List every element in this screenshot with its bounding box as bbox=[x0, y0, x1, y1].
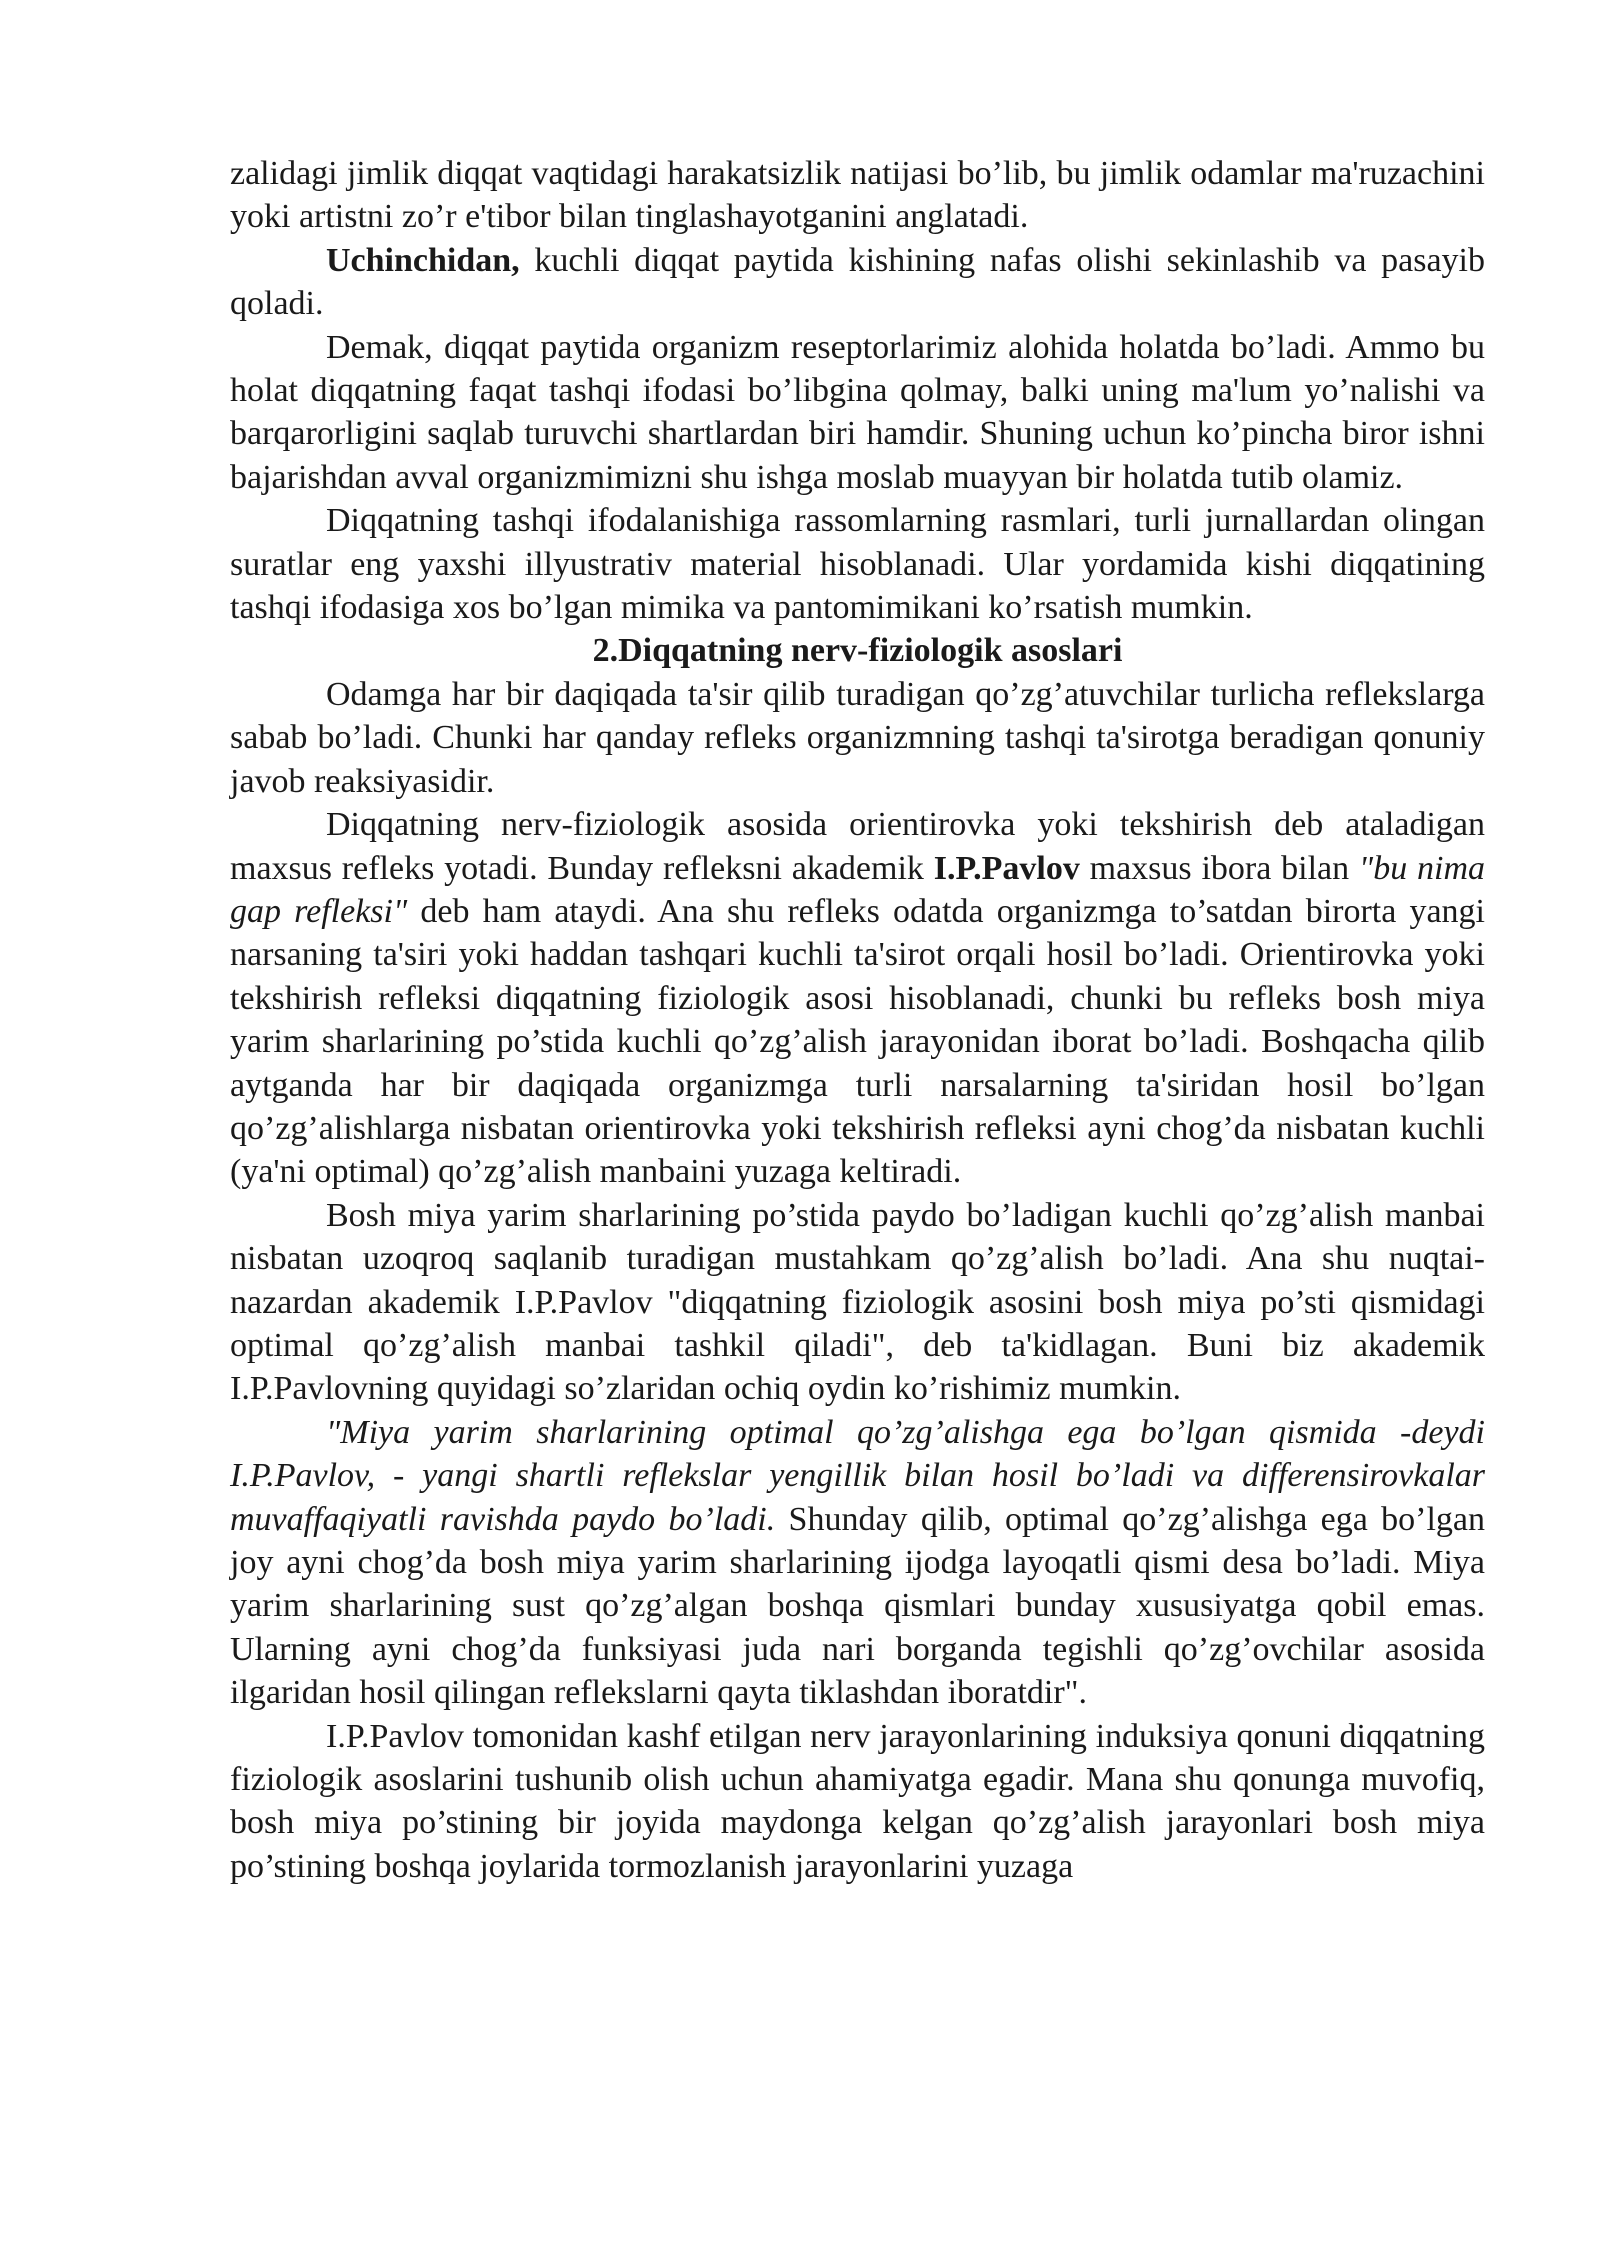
text-run: maxsus ibora bilan bbox=[1079, 849, 1359, 887]
text-run: Diqqatning tashqi ifodalanishiga rassomlarning rasmlari, turli jurnallardan olingan suratlar eng yaxshi illyustrativ material hisoblanadi. Ular yordamida kishi diqqatining tashqi ifodasiga xos bo’lgan mimika va pantomimikani ko’rsatish mumkin. bbox=[230, 502, 1485, 627]
italic-text-run: "bu nima gap refleksi" bbox=[230, 849, 1486, 930]
bold-text-run: Uchinchidan, bbox=[326, 241, 520, 279]
paragraph bbox=[230, 326, 1485, 500]
text-run: Diqqatning nerv-fiziologik asosida orientirovka yoki tekshirish deb ataladigan maxsus refleks yotadi. Bunday refleksni akademik bbox=[230, 806, 1485, 887]
paragraph bbox=[230, 1194, 1485, 1411]
text-run: Odamga har bir daqiqada ta'sir qilib turadigan qo’zg’atuvchilar turlicha reflekslarga sabab bo’ladi. Chunki har qanday refleks organizmning tashqi ta'sirotga beradigan qonuniy javob reaksiyasidir. bbox=[230, 675, 1485, 800]
bold-text-run: 2.Diqqatning nerv-fiziologik asoslari bbox=[592, 632, 1123, 670]
text-run: I.P.Pavlov tomonidan kashf etilgan nerv jarayonlarining induksiya qonuni diqqatning fiziologik asoslarini tushunib olish uchun ahamiyatga egadir. Mana shu qonunga muvofiq, bosh miya po’stining bir joyida maydonga kelgan qo’zg’alish jarayonlari bosh miya po’stining boshqa joylarida tormozlanish jarayonlarini yuzaga bbox=[230, 1717, 1485, 1885]
paragraph bbox=[230, 673, 1485, 803]
text-run: Demak, diqqat paytida organizm reseptorlarimiz alohida holatda bo’ladi. Ammo bu holat diqqatning faqat tashqi ifodasi bo’libgina qolmay, balki uning ma'lum yo’nalishi va barqarorligini saqlab turuvchi shartlardan biri hamdir. Shuning uchun ko’pincha biror ishni bajarishdan avval organizmimizni shu ishga moslab muayyan bir holatda tutib olamiz. bbox=[230, 328, 1485, 496]
text-run: kuchli diqqat paytida kishining nafas olishi sekinlashib va pasayib qoladi. bbox=[230, 241, 1485, 323]
italic-text-run: "Miya yarim sharlarining optimal qo’zg’alishga ega bo’lgan qismida -deydi I.P.Pavlov, - yangi shartli reflekslar yengillik bilan hosil bo’ladi va differensirovkalar muvaffaqiyatli ravishda paydo bo’ladi. bbox=[230, 1413, 1485, 1538]
text-run: zalidagi jimlik diqqat vaqtidagi harakatsizlik natijasi bo’lib, bu jimlik odamlar ma'ruzachini yoki artistni zo’r e'tibor bilan tinglashayotganini anglatadi. bbox=[230, 155, 1485, 236]
paragraph bbox=[230, 152, 1485, 239]
paragraph bbox=[230, 803, 1485, 1194]
text-run: Bosh miya yarim sharlarining po’stida paydo bo’ladigan kuchli qo’zg’alish manbai nisbatan uzoqroq saqlanib turadigan mustahkam qo’zg’alish bo’ladi. Ana shu nuqtai- nazardan akademik I.P.Pavlov "diqqatning fiziologik asosini bosh miya po’sti qismidagi optimal qo’zg’alish manbai tashkil qiladi", deb ta'kidlagan. Buni biz akademik I.P.Pavlovning quyidagi so’zlaridan ochiq oydin ko’rishimiz mumkin. bbox=[230, 1196, 1485, 1408]
text-run: deb ham ataydi. Ana shu refleks odatda organizmga to’satdan birorta yangi narsaning ta'siri yoki haddan tashqari kuchli ta'sirot orqali hosil bo’ladi. Orientirovka yoki tekshirish refleksi diqqatning fiziologik asosi hisoblanadi, chunki bu refleks bosh miya yarim sharlarining po’stida kuchli qo’zg’alish jarayonidan iborat bo’ladi. Boshqacha qilib aytganda har bir daqiqada organizmga turli narsalarning ta'siridan hosil bo’lgan qo’zg’alishlarga nisbatan orientirovka yoki tekshirish refleksi ayni chog’da nisbatan kuchli (ya'ni optimal) qo’zg’alish manbaini yuzaga keltiradi. bbox=[230, 892, 1486, 1191]
bold-text-run: I.P.Pavlov bbox=[933, 849, 1080, 887]
paragraph bbox=[230, 1411, 1485, 1715]
paragraph bbox=[230, 499, 1485, 629]
text-run: Shunday qilib, optimal qo’zg’alishga ega bo’lgan joy ayni chog’da bosh miya yarim sharlarining ijodga layoqatli qismi desa bo’ladi. Miya yarim sharlarining sust qo’zg’algan boshqa qismlari bunday xususiyatga qobil emas. Ularning ayni chog’da funksiyasi juda nari borganda tegishli qo’zg’ovchilar asosida ilgaridan hosil qilingan reflekslarni qayta tiklashdan iboratdir". bbox=[230, 1500, 1486, 1712]
paragraph bbox=[230, 239, 1485, 326]
document-page bbox=[230, 152, 1485, 1888]
paragraph bbox=[230, 1715, 1485, 1889]
section-heading bbox=[230, 629, 1485, 672]
